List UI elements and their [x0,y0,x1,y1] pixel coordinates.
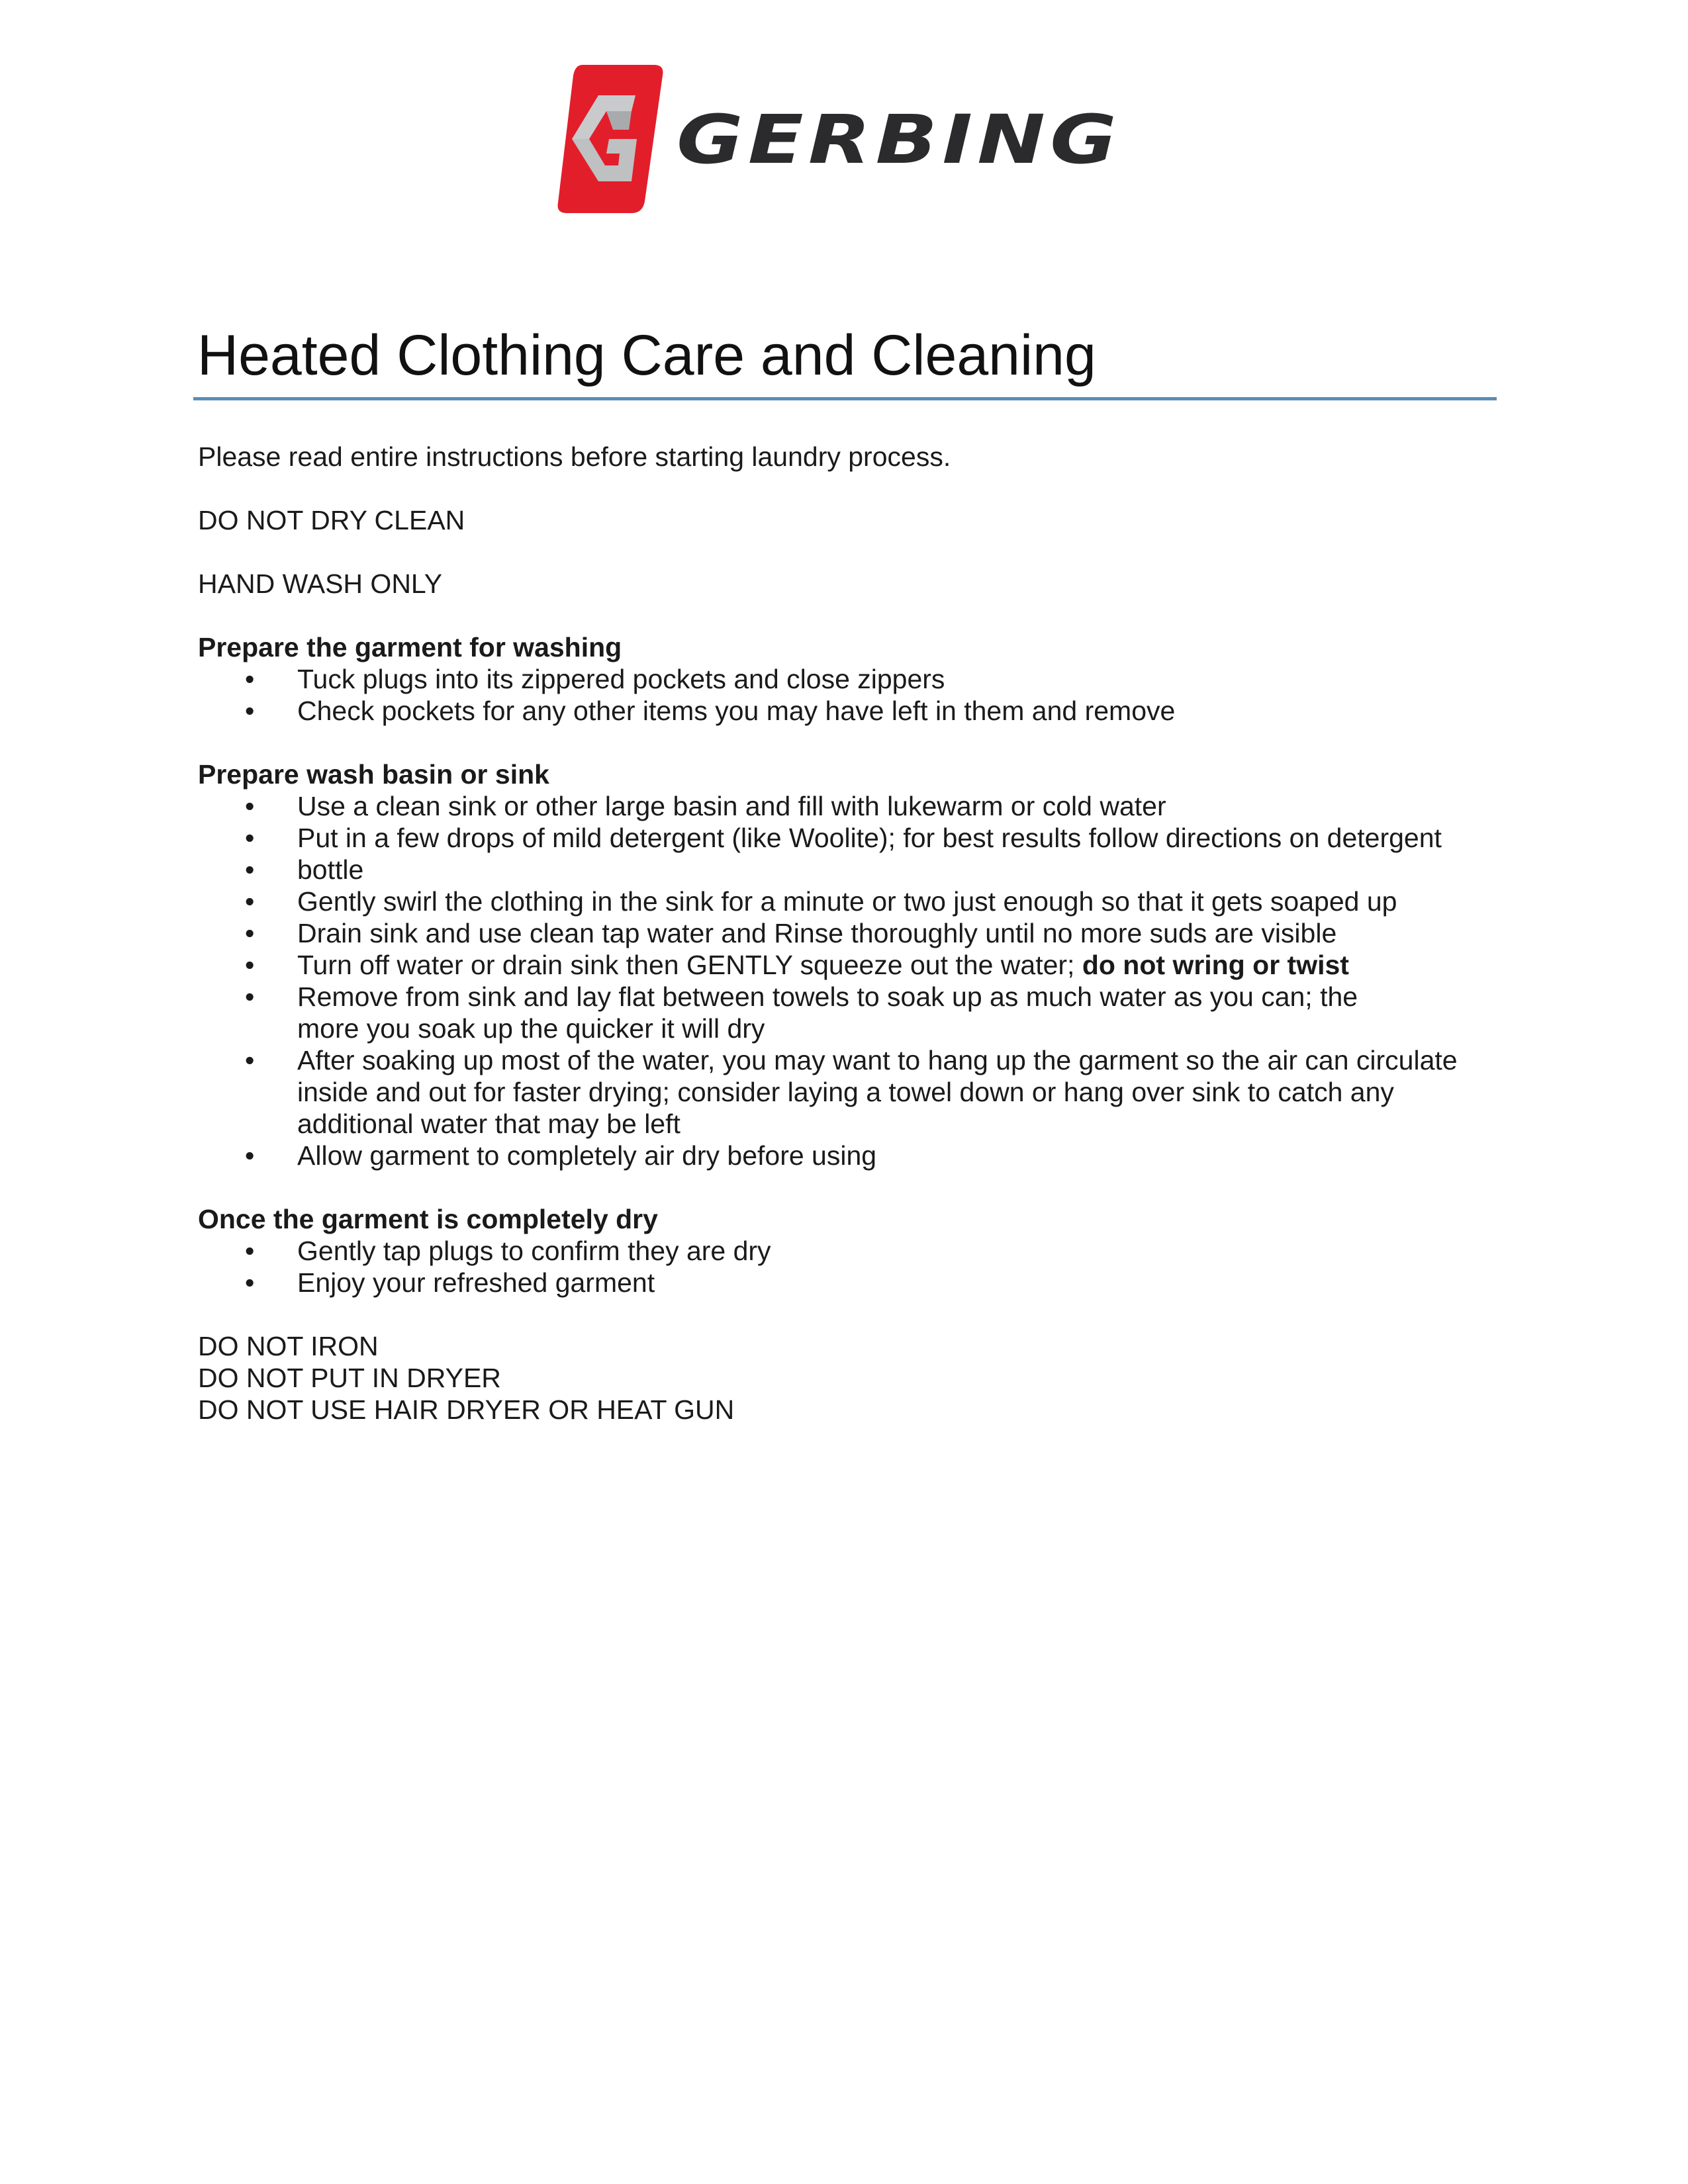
document-body [198,441,1509,1426]
list-item: • Check pockets for any other items you may have left in them and remove [245,696,1176,726]
list-item: • Use a clean sink or other large basin and fill with lukewarm or cold water [245,791,1166,821]
title-underline [193,397,1497,400]
bullet-icon: • [245,1236,255,1266]
bullet-icon: • [245,1267,255,1298]
list-item: • After soaking up most of the water, you may want to hang up the garment so the air can circulate inside and out for faster drying; consider laying a towel down or hang over sink to catch any additional water that may be left [245,1045,1458,1139]
intro-text: Please read entire instructions before starting laundry process. [198,441,951,472]
bullet-list [198,790,1509,1171]
gerbing-logo [557,65,1133,214]
gerbing-wordmark: GERBING [677,101,1121,179]
section-once-dry [198,1203,1509,1298]
bullet-icon: • [245,886,255,917]
bullet-icon: • [245,981,255,1012]
bullet-icon: • [245,823,255,853]
list-item: • Drain sink and use clean tap water and Rinse thoroughly until no more suds are visible [245,918,1337,948]
section-prepare-garment [198,631,1509,727]
bullet-icon: • [245,854,255,885]
warning-dry-clean: DO NOT DRY CLEAN [198,505,465,535]
page-title: Heated Clothing Care and Cleaning [197,324,1096,387]
bullet-icon: • [245,918,255,948]
bullet-list [198,663,1509,727]
bullet-list [198,1235,1509,1298]
list-item: • Gently swirl the clothing in the sink for a minute or two just enough so that it gets soaped up [245,886,1397,917]
section-heading: Once the garment is completely dry [198,1204,658,1234]
bullet-icon: • [245,1140,255,1171]
list-item: • Tuck plugs into its zippered pockets and close zippers [245,664,945,694]
warning-hand-wash: HAND WASH ONLY [198,569,443,599]
bullet-icon: • [245,664,255,694]
list-item: • Put in a few drops of mild detergent (like Woolite); for best results follow directions on detergent [245,823,1442,853]
section-prepare-basin [198,758,1509,1171]
list-item: • Allow garment to completely air dry before using [245,1140,877,1171]
bullet-icon: • [245,950,255,980]
warning-iron: DO NOT IRON [198,1331,379,1361]
bullet-icon: • [245,791,255,821]
warning-hair-dryer: DO NOT USE HAIR DRYER OR HEAT GUN [198,1394,735,1425]
emphasis-text: do not wring or twist [1082,950,1349,980]
section-heading: Prepare wash basin or sink [198,759,549,790]
section-heading: Prepare the garment for washing [198,632,622,662]
bullet-icon: • [245,1045,255,1075]
list-item: • Gently tap plugs to confirm they are dry [245,1236,771,1266]
list-item: • bottle [245,854,364,885]
gerbing-g-arrow-icon [558,65,663,213]
list-item: • Remove from sink and lay flat between towels to soak up as much water as you can; the more you soak up the quicker it will dry [245,981,1358,1044]
list-item: • Enjoy your refreshed garment [245,1267,655,1298]
bullet-icon: • [245,696,255,726]
list-item: • Turn off water or drain sink then GENTLY squeeze out the water; do not wring or twist [245,950,1349,980]
warning-dryer: DO NOT PUT IN DRYER [198,1363,501,1393]
